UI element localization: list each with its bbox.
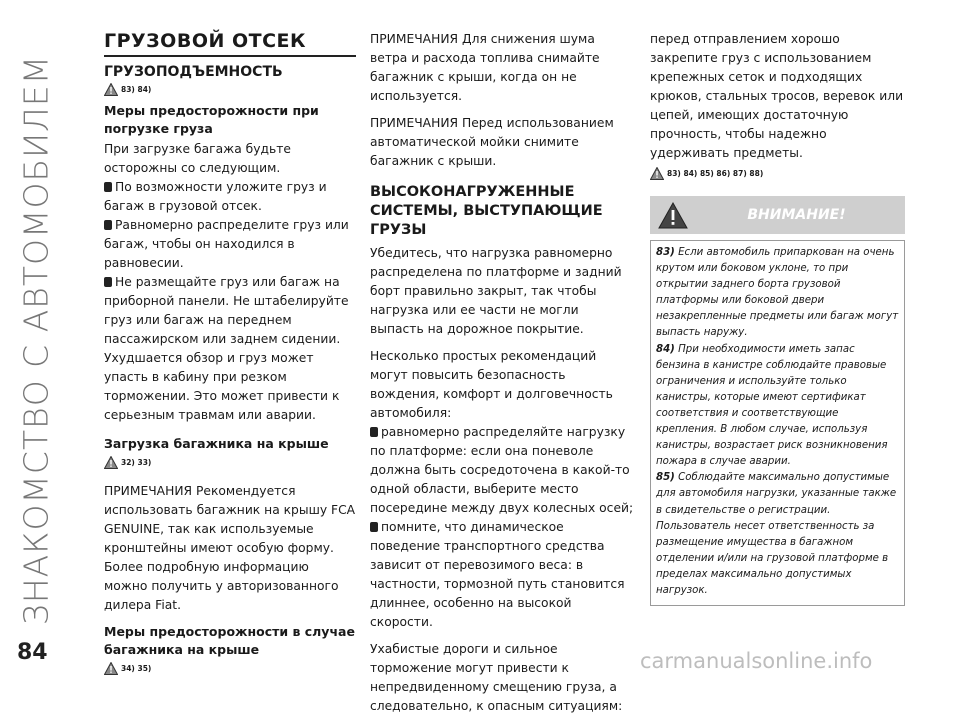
paragraph: Убедитесь, что нагрузка равномерно распределена по платформе и задний борт правильно закрыт, так чтобы нагрузка или ее части не могли выпасть на дорожное покрытие. (370, 246, 622, 336)
page-number: 84 (17, 640, 48, 665)
warning-reference (104, 83, 356, 96)
bullet-item: помните, что динамическое поведение транспортного средства зависит от перевозимого веса: в частности, тормозной путь становится длиннее, особенно на высокой скорости. (370, 518, 634, 632)
chapter-title: ЗНАКОМСТВО С АВТОМОБИЛЕМ (16, 54, 56, 626)
reference-numbers: 32) 33) (121, 458, 152, 467)
warning-text: Если автомобиль припаркован на очень крутом или боковом уклоне, то при открытии заднего борта грузовой платформы или боковой двери незакрепленные предметы или багаж могут выпасть наружу. (656, 247, 899, 339)
warning-triangle-icon (650, 167, 664, 180)
warning-reference (650, 167, 905, 180)
column-3 (650, 30, 905, 606)
side-chapter-tab (0, 0, 80, 678)
paragraph: При загрузке багажа будьте осторожны со следующим. (104, 142, 291, 175)
watermark: carmanualsonline.info (640, 649, 873, 673)
warning-header (650, 196, 905, 234)
warning-text: Пользователь несет ответственность за размещение имущества в багажном отделении и/или на грузовой платформе в пределах максимально допустимых нагрузок. (656, 520, 889, 596)
paragraph: перед отправлением хорошо закрепите груз с использованием крепежных сеток и подходящих крюков, стальных тросов, веревок или цепей, имеющих достаточную прочность, чтобы надежно удерживать предметы. (650, 32, 904, 160)
warning-text: Соблюдайте максимально допустимые для автомобиля нагрузки, указанные также в свидетельстве о регистрации. (656, 472, 897, 516)
warning-number: 85) (656, 472, 675, 484)
warning-triangle-icon (104, 662, 118, 675)
note-paragraph: ПРИМЕЧАНИЯ Рекомендуется использовать багажник на крышу FCA GENUINE, так как используемые кронштейны имеют особую форму. Более подробную информацию можно получить у авторизованного дилера Fiat. (104, 484, 356, 612)
warning-item (656, 245, 899, 342)
warning-number: 84) (656, 343, 675, 355)
warning-number: 83) (656, 247, 675, 258)
heading-roof-rack-precautions: Меры предосторожности в случае багажника на крыше (104, 624, 355, 657)
warning-triangle-icon (104, 456, 118, 469)
column-1 (104, 30, 356, 680)
warning-box (650, 240, 905, 606)
warning-title: ВНИМАНИЕ! (747, 207, 846, 223)
bullet-item: Равномерно распределите груз или багаж, чтобы он находился в равновесии. (104, 216, 356, 273)
note-paragraph: ПРИМЕЧАНИЯ Для снижения шума ветра и расхода топлива снимайте багажник с крыши, когда он не используется. (370, 32, 600, 103)
column-2 (370, 30, 634, 716)
bullet-item: Не размещайте груз или багаж на приборной панели. Не штабелируйте груз или багаж на переднем пассажирском или заднем сидении. (104, 273, 356, 349)
warning-text: При необходимости иметь запас бензина в канистре соблюдайте правовые ограничения и используйте только канистры, которые имеют сертификат соответствия и соответствующие крепления. В любом случае, используя канистры, возрастает риск возникновения пожара в случае аварии. (656, 343, 888, 468)
bullet-item: По возможности уложите груз и багаж в грузовой отсек. (104, 178, 356, 216)
warning-triangle-icon (104, 83, 118, 96)
subsection-title: ГРУЗОПОДЪЕМНОСТЬ (104, 64, 283, 80)
reference-numbers: 83) 84) (121, 85, 152, 94)
warning-triangle-icon (658, 202, 688, 229)
paragraph: Ухудшается обзор и груз может упасть в кабину при резком торможении. Это может привести к серьезным травмам или аварии. (104, 351, 340, 422)
note-paragraph: ПРИМЕЧАНИЯ Перед использованием автоматической мойки снимите багажник с крыши. (370, 116, 614, 168)
heading-loading-precautions: Меры предосторожности при погрузке груза (104, 103, 319, 136)
heading-roof-rack: Загрузка багажника на крыше (104, 436, 329, 451)
reference-numbers: 83) 84) 85) 86) 87) 88) (667, 169, 764, 178)
warning-item (656, 342, 899, 471)
heading-heavy-loads: ВЫСОКОНАГРУЖЕННЫЕ СИСТЕМЫ, ВЫСТУПАЮЩИЕ ГРУЗЫ (370, 184, 603, 238)
warning-reference (104, 456, 356, 469)
reference-numbers: 34) 35) (121, 664, 152, 673)
section-title: ГРУЗОВОЙ ОТСЕК (104, 30, 356, 57)
warning-item (656, 470, 899, 518)
bullet-item: равномерно распределяйте нагрузку по платформе: если она поневоле должна быть сосредоточена в какой-то одной области, выберите место посередине между двух колесных осей; (370, 423, 634, 518)
paragraph: Ухабистые дороги и сильное торможение могут привести к непредвиденному смещению груза, а следовательно, к опасным ситуациям: (370, 642, 623, 713)
paragraph: Несколько простых рекомендаций могут повысить безопасность вождения, комфорт и долговечность автомобиля: (370, 349, 613, 420)
warning-reference (104, 662, 356, 675)
